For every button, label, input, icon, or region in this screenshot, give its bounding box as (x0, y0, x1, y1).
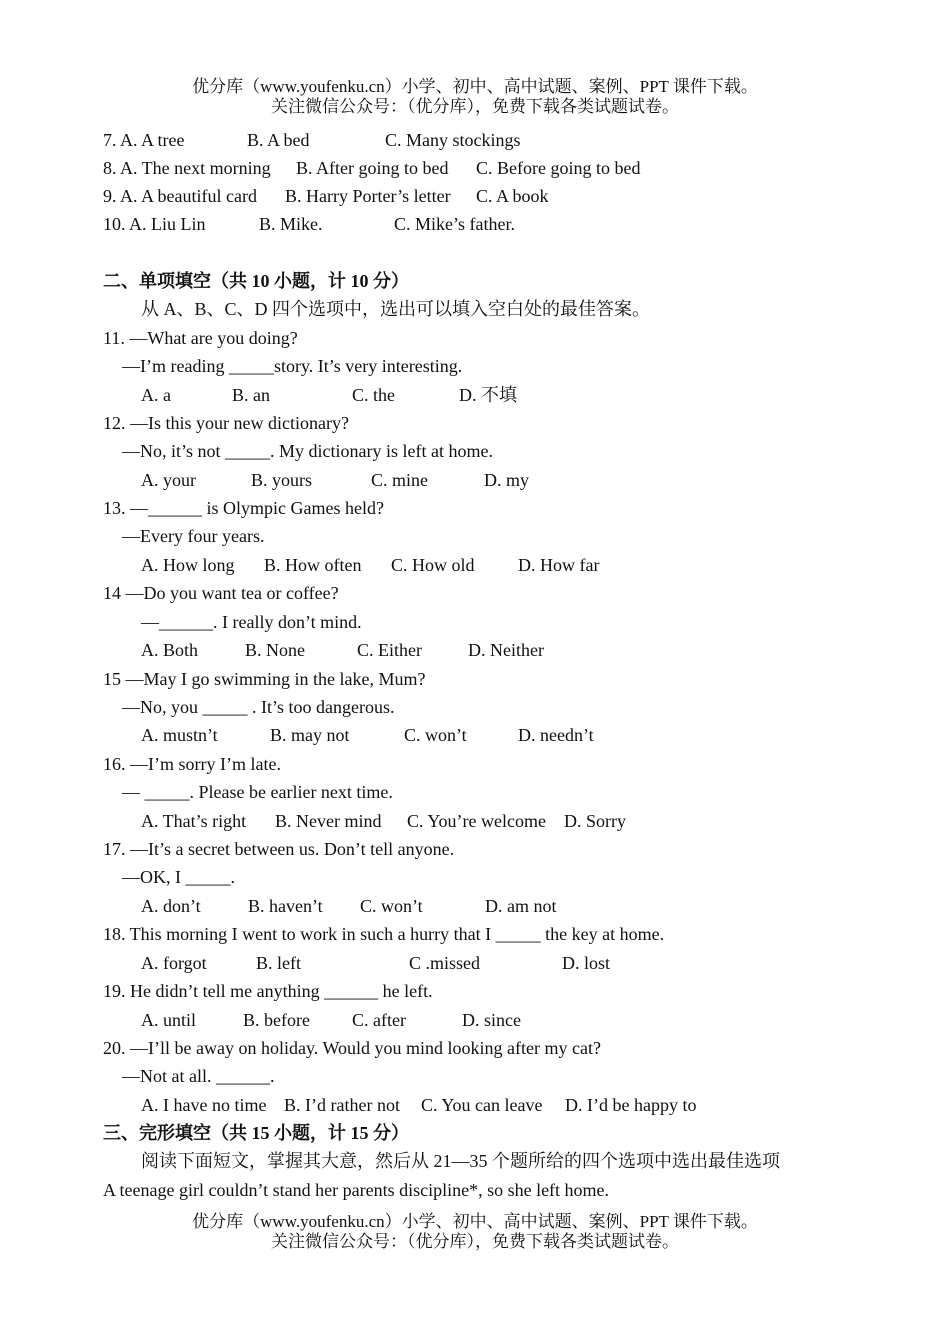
question-15-option-a: A. mustn’t (141, 725, 218, 745)
question-18-option-c: C .missed (409, 953, 481, 973)
question-19-option-d: D. since (462, 1010, 521, 1030)
question-20-option-a: A. I have no time (141, 1095, 267, 1115)
question-18-stem: 18. This morning I went to work in such a hurry that I _____ the key at home. (103, 924, 665, 944)
question-11-option-a: A. a (141, 385, 171, 405)
question-10-option-a: 10. A. Liu Lin (103, 214, 206, 234)
question-17-option-c: C. won’t (360, 896, 423, 916)
question-9-option-c: C. A book (476, 186, 549, 206)
question-12-response: —No, it’s not _____. My dictionary is left at home. (122, 441, 493, 461)
question-13-option-a: A. How long (141, 555, 235, 575)
question-14-option-d: D. Neither (468, 640, 544, 660)
question-12-option-d: D. my (484, 470, 529, 490)
question-19-option-c: C. after (352, 1010, 406, 1030)
question-11-response: —I’m reading _____story. It’s very interesting. (122, 356, 463, 376)
question-14-response: —______. I really don’t mind. (141, 612, 362, 632)
question-15-option-d: D. needn’t (518, 725, 594, 745)
question-20-option-d: D. I’d be happy to (565, 1095, 697, 1115)
page-header-line1: 优分库（www.youfenku.cn）小学、初中、高中试题、案例、PPT 课件下载。 (192, 77, 758, 96)
question-8-option-c: C. Before going to bed (476, 158, 641, 178)
section-3-passage: A teenage girl couldn’t stand her parents discipline*, so she left home. (103, 1180, 610, 1200)
question-7-option-c: C. Many stockings (385, 130, 521, 150)
question-12-option-c: C. mine (371, 470, 428, 490)
question-16-option-a: A. That’s right (141, 811, 247, 831)
question-16-option-d: D. Sorry (564, 811, 626, 831)
question-11-option-d: D. 不填 (459, 385, 517, 405)
question-19-stem: 19. He didn’t tell me anything ______ he left. (103, 981, 433, 1001)
question-13-response: —Every four years. (122, 526, 265, 546)
question-15-stem: 15 —May I go swimming in the lake, Mum? (103, 669, 426, 689)
question-10-option-c: C. Mike’s father. (394, 214, 515, 234)
question-13-option-c: C. How old (391, 555, 475, 575)
question-12-option-b: B. yours (251, 470, 313, 490)
question-16-response: — _____. Please be earlier next time. (122, 782, 393, 802)
page-footer-line1: 优分库（www.youfenku.cn）小学、初中、高中试题、案例、PPT 课件下载。 (192, 1212, 758, 1231)
question-13-option-d: D. How far (518, 555, 600, 575)
question-17-option-a: A. don’t (141, 896, 201, 916)
question-11-option-b: B. an (232, 385, 270, 405)
question-14-stem: 14 —Do you want tea or coffee? (103, 583, 339, 603)
question-19-option-a: A. until (141, 1010, 197, 1030)
question-14-option-c: C. Either (357, 640, 422, 660)
question-7-option-a: 7. A. A tree (103, 130, 185, 150)
question-12-option-a: A. your (141, 470, 196, 490)
question-13-option-b: B. How often (264, 555, 362, 575)
question-17-option-b: B. haven’t (248, 896, 323, 916)
question-11-stem: 11. —What are you doing? (103, 328, 298, 348)
section-3-instruction: 阅读下面短文，掌握其大意，然后从 21—35 个题所给的四个选项中选出最佳选项 (141, 1151, 780, 1171)
section-2-title: 二、单项填空（共 10 小题，计 10 分） (103, 271, 409, 291)
page-footer-line2: 关注微信公众号：（优分库），免费下载各类试题试卷。 (271, 1232, 679, 1251)
section-2-instruction: 从 A、B、C、D 四个选项中，选出可以填入空白处的最佳答案。 (141, 299, 651, 319)
question-14-option-b: B. None (245, 640, 305, 660)
question-17-option-d: D. am not (485, 896, 557, 916)
question-20-stem: 20. —I’ll be away on holiday. Would you mind looking after my cat? (103, 1038, 601, 1058)
question-20-response: —Not at all. ______. (122, 1066, 275, 1086)
question-20-option-c: C. You can leave (421, 1095, 543, 1115)
question-18-option-a: A. forgot (141, 953, 207, 973)
question-19-option-b: B. before (243, 1010, 310, 1030)
question-15-option-b: B. may not (270, 725, 350, 745)
question-9-option-a: 9. A. A beautiful card (103, 186, 257, 206)
question-16-option-b: B. Never mind (275, 811, 382, 831)
section-3-title: 三、完形填空（共 15 小题，计 15 分） (103, 1123, 409, 1143)
question-9-option-b: B. Harry Porter’s letter (285, 186, 451, 206)
question-10-option-b: B. Mike. (259, 214, 323, 234)
question-7-option-b: B. A bed (247, 130, 310, 150)
question-13-stem: 13. —______ is Olympic Games held? (103, 498, 384, 518)
question-20-option-b: B. I’d rather not (284, 1095, 400, 1115)
question-17-response: —OK, I _____. (122, 867, 235, 887)
question-17-stem: 17. —It’s a secret between us. Don’t tell anyone. (103, 839, 455, 859)
question-16-option-c: C. You’re welcome (407, 811, 546, 831)
question-18-option-d: D. lost (562, 953, 611, 973)
question-15-option-c: C. won’t (404, 725, 467, 745)
page-header-line2: 关注微信公众号：（优分库），免费下载各类试题试卷。 (271, 97, 679, 116)
question-14-option-a: A. Both (141, 640, 199, 660)
question-12-stem: 12. —Is this your new dictionary? (103, 413, 349, 433)
question-11-option-c: C. the (352, 385, 395, 405)
question-8-option-b: B. After going to bed (296, 158, 449, 178)
question-8-option-a: 8. A. The next morning (103, 158, 271, 178)
question-16-stem: 16. —I’m sorry I’m late. (103, 754, 281, 774)
question-15-response: —No, you _____ . It’s too dangerous. (122, 697, 395, 717)
question-18-option-b: B. left (256, 953, 301, 973)
